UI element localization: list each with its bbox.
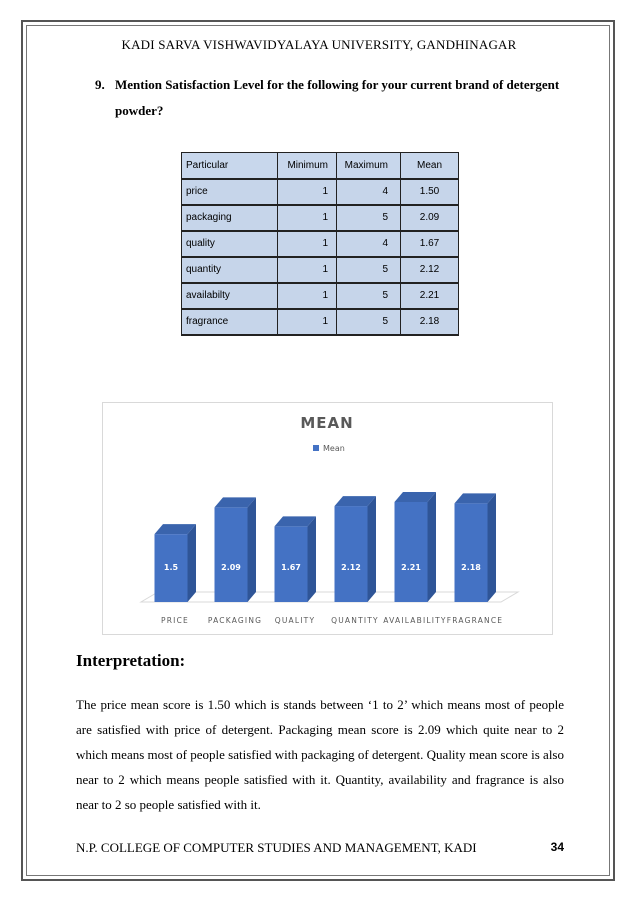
table-cell: 5 — [337, 309, 401, 335]
bar-side — [248, 497, 257, 602]
table-cell: 2.09 — [401, 205, 459, 231]
bar-side — [428, 492, 437, 602]
data-label: 2.18 — [461, 563, 481, 572]
table-cell: availabilty — [182, 283, 278, 309]
question-text: Mention Satisfaction Level for the following for your current brand of detergent powder? — [115, 77, 560, 118]
table-header-cell: Particular — [182, 153, 278, 179]
table-row — [182, 179, 459, 205]
footer-college: N.P. COLLEGE OF COMPUTER STUDIES AND MANAGEMENT, KADI — [76, 840, 477, 855]
legend-swatch — [313, 445, 319, 451]
table-row — [182, 309, 459, 335]
data-label: 1.5 — [163, 563, 179, 572]
page-footer — [76, 840, 564, 856]
table-header-cell: Minimum — [278, 153, 337, 179]
table-cell: packaging — [182, 205, 278, 231]
data-label: 2.21 — [401, 563, 421, 572]
table-cell: quality — [182, 231, 278, 257]
table-cell: 2.18 — [401, 309, 459, 335]
table-cell: 4 — [337, 179, 401, 205]
table-row — [182, 205, 459, 231]
satisfaction-table — [181, 152, 459, 336]
page-number: 34 — [550, 840, 564, 854]
bar-side — [188, 524, 197, 602]
page-header: KADI SARVA VISHWAVIDYALAYA UNIVERSITY, GANDHINAGAR — [121, 37, 517, 52]
table-row — [182, 231, 459, 257]
table-cell: 1 — [278, 205, 337, 231]
mean-chart — [102, 402, 553, 635]
table-cell: 2.21 — [401, 283, 459, 309]
question-number: 9. — [95, 77, 105, 92]
category-label: AVAILABILITY — [383, 616, 447, 625]
table-row — [182, 283, 459, 309]
table-cell: 2.12 — [401, 257, 459, 283]
category-label: PRICE — [161, 616, 189, 625]
table-header-row — [182, 153, 459, 179]
category-label: PACKAGING — [207, 616, 263, 625]
interpretation-paragraph: The price mean score is 1.50 which is stands between ‘1 to 2’ which means most of people are satisfied with price of detergent. Packaging mean score is 2.09 which quite near to 2 which means most of people satisfied with packaging of detergent. Quality mean score is also near to 2 which means people satisfied with it. Quantity, availability and fragrance is also near to 2 so people satisfied with it. — [76, 697, 564, 812]
table-cell: fragrance — [182, 309, 278, 335]
table-cell: 1 — [278, 309, 337, 335]
bar — [335, 506, 368, 602]
table-cell: 4 — [337, 231, 401, 257]
table-cell: 5 — [337, 205, 401, 231]
category-label: QUALITY — [274, 616, 316, 625]
chart-title: MEAN — [300, 414, 354, 432]
table-cell: 1.67 — [401, 231, 459, 257]
legend-label: Mean — [323, 444, 345, 453]
bar — [455, 503, 488, 602]
bar-side — [368, 496, 377, 602]
data-label: 1.67 — [281, 563, 301, 572]
table-cell: 5 — [337, 257, 401, 283]
table-cell: 1 — [278, 257, 337, 283]
data-label: 2.12 — [341, 563, 361, 572]
mean-chart-svg — [103, 403, 552, 634]
table-header-cell: Mean — [401, 153, 459, 179]
table-cell: 5 — [337, 283, 401, 309]
table-cell: 1 — [278, 231, 337, 257]
bar — [215, 507, 248, 602]
bar — [395, 502, 428, 602]
table-row — [182, 257, 459, 283]
interpretation-heading: Interpretation: — [76, 651, 186, 670]
category-label: QUANTITY — [331, 616, 379, 625]
table-header-cell: Maximum — [337, 153, 401, 179]
category-label: FRAGRANCE — [446, 616, 504, 625]
table-cell: 1 — [278, 283, 337, 309]
table-cell: 1.50 — [401, 179, 459, 205]
bar-side — [488, 493, 497, 602]
table-cell: quantity — [182, 257, 278, 283]
data-label: 2.09 — [221, 563, 241, 572]
table-cell: price — [182, 179, 278, 205]
bar-side — [308, 516, 317, 602]
table-cell: 1 — [278, 179, 337, 205]
